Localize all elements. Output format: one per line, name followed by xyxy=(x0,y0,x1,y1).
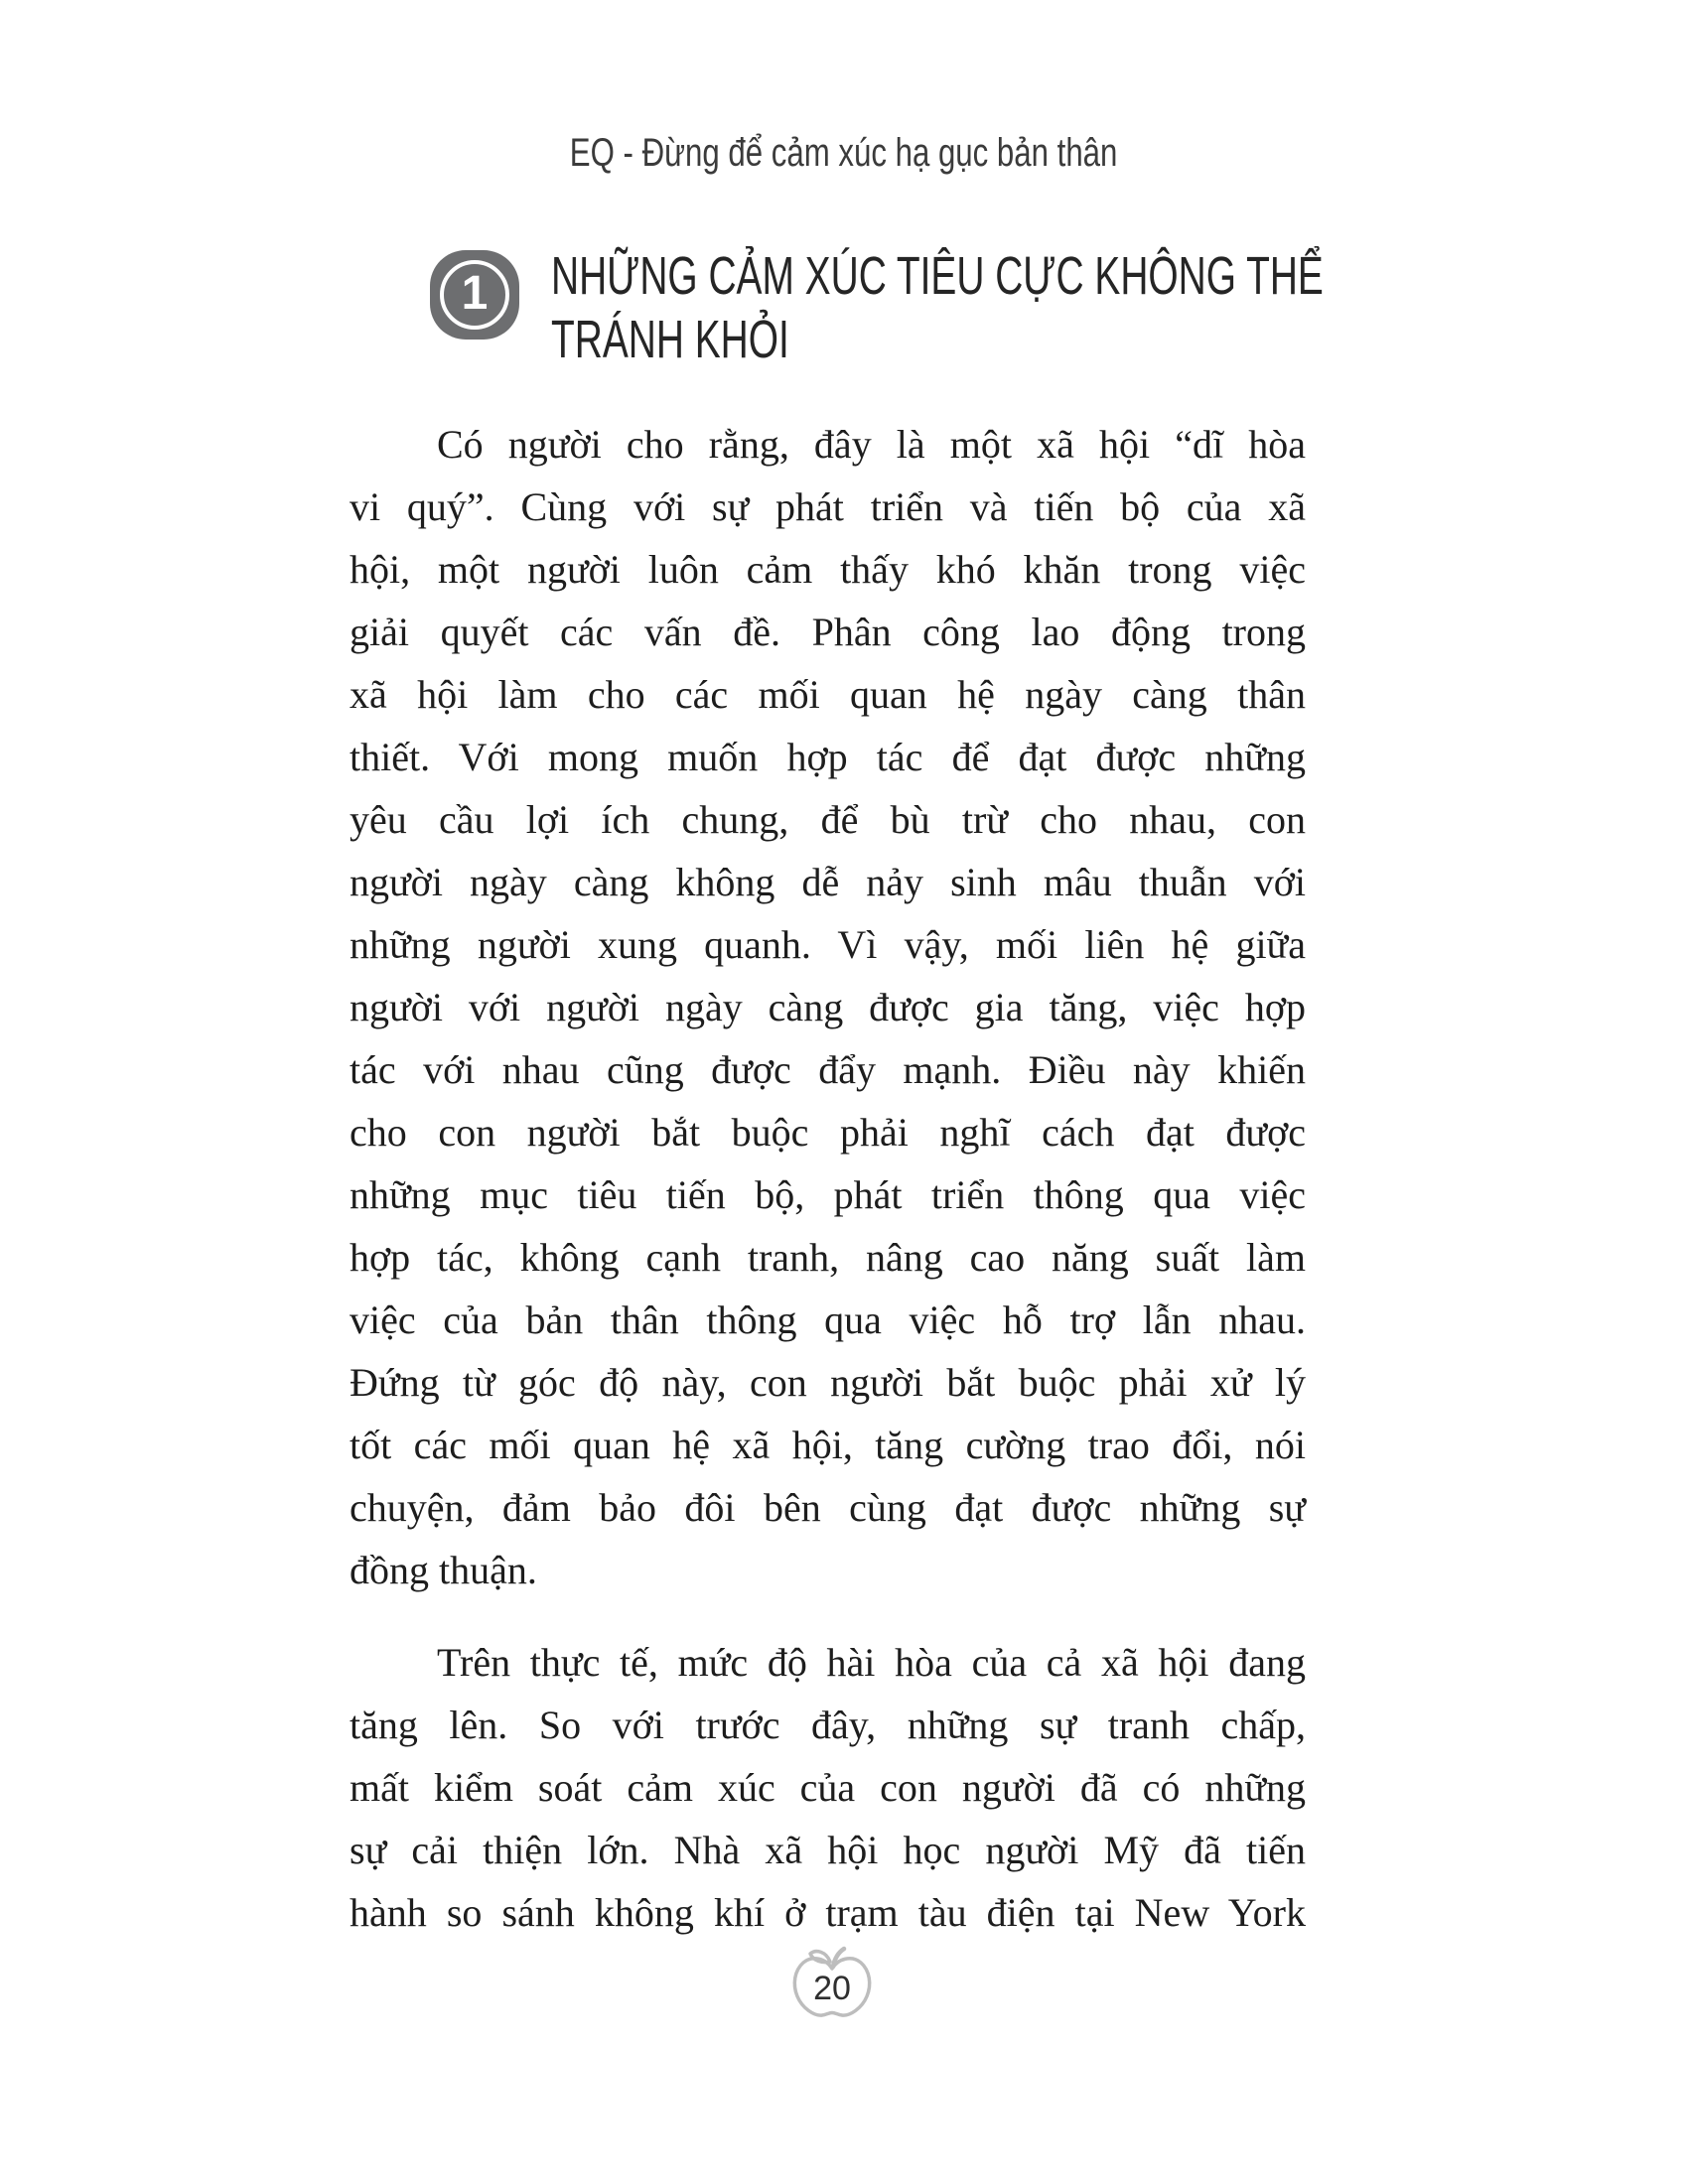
chapter-title-line-1: NHỮNG CẢM XÚC TIÊU CỰC KHÔNG THỂ xyxy=(551,246,1324,306)
body-line: những mục tiêu tiến bộ, phát triển thông qua việc xyxy=(350,1172,1306,1217)
body-line: giải quyết các vấn đề. Phân công lao động trong xyxy=(350,610,1306,654)
body-text xyxy=(350,413,1306,1944)
body-line: đồng thuận. xyxy=(350,1548,537,1592)
chapter-title xyxy=(551,244,1324,371)
body-line: sự cải thiện lớn. Nhà xã hội học người Mỹ đã tiến xyxy=(350,1828,1306,1872)
body-line: cho con người bắt buộc phải nghĩ cách đạt được xyxy=(350,1110,1306,1155)
body-line: người với người ngày càng được gia tăng, việc hợp xyxy=(350,985,1306,1029)
apple-stem xyxy=(833,1949,844,1967)
body-line: xã hội làm cho các mối quan hệ ngày càng thân xyxy=(350,672,1306,717)
body-line: Trên thực tế, mức độ hài hòa của cả xã hội đang xyxy=(437,1640,1306,1685)
body-line: hành so sánh không khí ở trạm tàu điện tại New York xyxy=(350,1890,1306,1935)
running-header xyxy=(0,129,1688,177)
body-line: Đứng từ góc độ này, con người bắt buộc phải xử lý xyxy=(350,1360,1306,1405)
body-line: hội, một người luôn cảm thấy khó khăn trong việc xyxy=(350,547,1306,592)
body-paragraph xyxy=(350,1631,1306,1944)
body-line: yêu cầu lợi ích chung, để bù trừ cho nhau, con xyxy=(350,797,1306,842)
apple-leaf xyxy=(810,1952,830,1963)
page-number: 20 xyxy=(813,1970,851,2007)
chapter-number-badge xyxy=(430,250,519,340)
body-line: Có người cho rằng, đây là một xã hội “dĩ hòa xyxy=(437,422,1306,467)
running-header-text: EQ - Đừng để cảm xúc hạ gục bản thân xyxy=(570,131,1118,175)
chapter-title-line-2: TRÁNH KHỎI xyxy=(551,310,789,369)
body-line: những người xung quanh. Vì vậy, mối liên hệ giữa xyxy=(350,922,1306,967)
body-line: việc của bản thân thông qua việc hỗ trợ lẫn nhau. xyxy=(350,1297,1306,1342)
body-line: vi quý”. Cùng với sự phát triển và tiến bộ của xã xyxy=(350,484,1306,529)
body-line: chuyện, đảm bảo đôi bên cùng đạt được những sự xyxy=(350,1485,1306,1530)
body-line: mất kiểm soát cảm xúc của con người đã có những xyxy=(350,1765,1306,1810)
chapter-badge-ring xyxy=(440,260,509,330)
body-line: tác với nhau cũng được đẩy mạnh. Điều này khiến xyxy=(350,1047,1306,1092)
body-line: thiết. Với mong muốn hợp tác để đạt được những xyxy=(350,735,1306,779)
chapter-number: 1 xyxy=(461,267,489,320)
body-line: hợp tác, không cạnh tranh, nâng cao năng suất làm xyxy=(350,1235,1306,1280)
body-paragraph xyxy=(350,413,1306,1601)
page-footer xyxy=(788,1946,876,2023)
body-line: tăng lên. So với trước đây, những sự tranh chấp, xyxy=(350,1703,1306,1747)
body-line: người ngày càng không dễ nảy sinh mâu thuẫn với xyxy=(350,860,1306,904)
body-line: tốt các mối quan hệ xã hội, tăng cường trao đổi, nói xyxy=(350,1423,1306,1467)
